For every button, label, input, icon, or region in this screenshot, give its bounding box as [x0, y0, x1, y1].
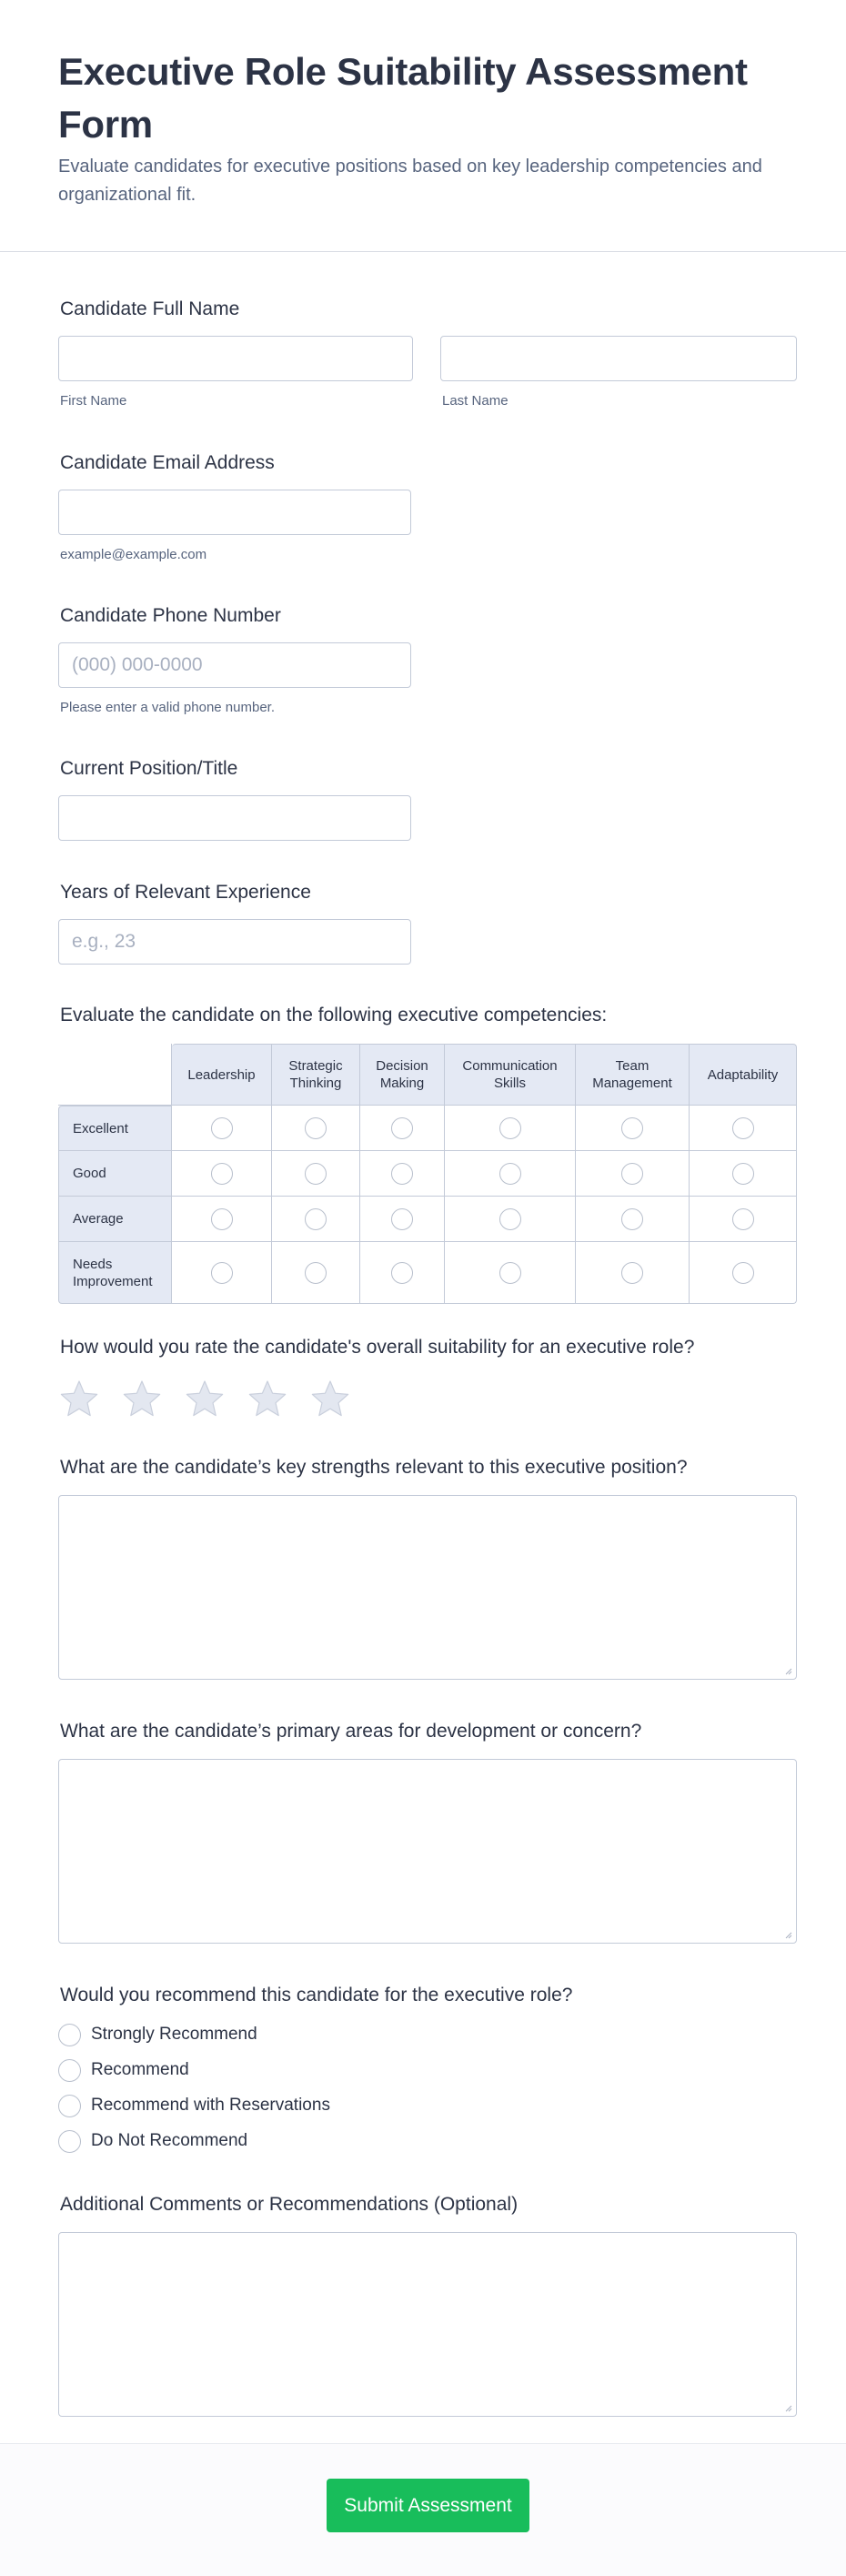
strengths-textarea[interactable]	[58, 1495, 797, 1680]
submit-button[interactable]: Submit Assessment	[327, 2479, 529, 2532]
recommend-option[interactable]	[58, 2022, 257, 2047]
matrix-cell	[690, 1106, 797, 1151]
matrix-radio[interactable]	[732, 1208, 754, 1230]
recommend-option-label: Recommend	[91, 2060, 189, 2079]
matrix-row	[58, 1242, 797, 1304]
matrix-column-label: Thinking	[289, 1076, 342, 1091]
matrix-row-label: Needs	[73, 1256, 113, 1272]
matrix-radio[interactable]	[391, 1262, 413, 1284]
star-icon[interactable]	[247, 1379, 288, 1420]
phone-sublabel: Please enter a valid phone number.	[60, 700, 275, 715]
matrix-cell	[272, 1151, 360, 1197]
star-icon[interactable]	[121, 1379, 163, 1420]
matrix-radio[interactable]	[305, 1163, 327, 1185]
matrix-row-header	[58, 1151, 172, 1197]
matrix-row-header	[58, 1197, 172, 1242]
email-label: Candidate Email Address	[60, 452, 275, 473]
matrix-column-label: Leadership	[187, 1066, 256, 1083]
matrix-radio[interactable]	[499, 1117, 521, 1139]
development-label: What are the candidate’s primary areas for development or concern?	[60, 1721, 642, 1742]
matrix-radio[interactable]	[621, 1163, 643, 1185]
email-field[interactable]	[58, 490, 411, 535]
resize-grip-icon[interactable]	[783, 1666, 792, 1675]
matrix-cell	[690, 1197, 797, 1242]
star-icon[interactable]	[58, 1379, 100, 1420]
recommend-label: Would you recommend this candidate for the executive role?	[60, 1985, 573, 2005]
recommend-option[interactable]	[58, 2057, 189, 2083]
matrix-row-label: Excellent	[73, 1120, 128, 1136]
matrix-column-header	[690, 1044, 797, 1106]
matrix-column-label: Adaptability	[707, 1066, 779, 1083]
position-label: Current Position/Title	[60, 758, 238, 779]
recommend-option-label: Do Not Recommend	[91, 2131, 248, 2150]
recommend-option-label: Strongly Recommend	[91, 2025, 257, 2044]
matrix-cell	[445, 1242, 576, 1304]
matrix-radio[interactable]	[211, 1117, 233, 1139]
matrix-radio[interactable]	[621, 1117, 643, 1139]
matrix-cell	[272, 1242, 360, 1304]
matrix-cell	[576, 1151, 690, 1197]
matrix-row-label: Improvement	[73, 1273, 153, 1289]
form-title: Executive Role Suitability Assessment Form	[58, 50, 748, 146]
matrix-radio[interactable]	[732, 1163, 754, 1185]
matrix-row	[58, 1151, 797, 1197]
matrix-column-header	[272, 1044, 360, 1106]
matrix-cell	[172, 1242, 272, 1304]
matrix-radio[interactable]	[391, 1117, 413, 1139]
recommend-radio[interactable]	[58, 2095, 81, 2117]
matrix-column-header	[360, 1044, 445, 1106]
matrix-row	[58, 1106, 797, 1151]
matrix-radio[interactable]	[211, 1208, 233, 1230]
phone-label: Candidate Phone Number	[60, 605, 281, 626]
recommend-radio[interactable]	[58, 2024, 81, 2046]
matrix-radio[interactable]	[211, 1262, 233, 1284]
comments-label: Additional Comments or Recommendations (Optional)	[60, 2194, 519, 2215]
matrix-cell	[172, 1151, 272, 1197]
phone-field[interactable]	[58, 642, 411, 688]
matrix-radio[interactable]	[305, 1208, 327, 1230]
matrix-radio[interactable]	[499, 1208, 521, 1230]
matrix-row	[58, 1197, 797, 1242]
matrix-radio[interactable]	[621, 1208, 643, 1230]
matrix-cell	[272, 1106, 360, 1151]
matrix-header-row	[58, 1044, 797, 1106]
matrix-column-label: Skills	[493, 1076, 526, 1091]
form-footer	[0, 2443, 846, 2576]
strengths-label: What are the candidate’s key strengths relevant to this executive position?	[60, 1457, 688, 1478]
form-description: Evaluate candidates for executive positions based on key leadership competencies and organizational fit.	[58, 157, 762, 205]
matrix-column-label: Strategic	[288, 1058, 343, 1074]
recommend-option[interactable]	[58, 2093, 330, 2118]
full-name-label: Candidate Full Name	[60, 298, 240, 319]
last-name-sublabel: Last Name	[442, 393, 509, 409]
matrix-corner	[58, 1044, 172, 1106]
matrix-radio[interactable]	[305, 1262, 327, 1284]
matrix-cell	[360, 1106, 445, 1151]
matrix-column-label: Management	[592, 1076, 672, 1091]
matrix-radio[interactable]	[732, 1117, 754, 1139]
matrix-cell	[445, 1197, 576, 1242]
position-input[interactable]	[59, 796, 410, 840]
matrix-cell	[576, 1197, 690, 1242]
experience-input[interactable]	[59, 920, 410, 964]
first-name-field[interactable]	[58, 336, 413, 381]
matrix-radio[interactable]	[305, 1117, 327, 1139]
matrix-cell	[172, 1197, 272, 1242]
position-field[interactable]	[58, 795, 411, 841]
experience-field[interactable]	[58, 919, 411, 965]
email-sublabel: example@example.com	[60, 547, 207, 562]
matrix-row-header	[58, 1106, 172, 1151]
matrix-row-header	[58, 1242, 172, 1304]
star-icon[interactable]	[184, 1379, 226, 1420]
first-name-input[interactable]	[59, 337, 412, 380]
recommend-radio[interactable]	[58, 2059, 81, 2082]
matrix-label: Evaluate the candidate on the following executive competencies:	[60, 1005, 608, 1025]
matrix-radio[interactable]	[732, 1262, 754, 1284]
matrix-cell	[690, 1242, 797, 1304]
matrix-radio[interactable]	[499, 1163, 521, 1185]
matrix-column-label: Making	[379, 1076, 425, 1091]
matrix-column-label: Team	[615, 1058, 650, 1074]
matrix-cell	[360, 1242, 445, 1304]
phone-input[interactable]	[59, 643, 410, 687]
rating-label: How would you rate the candidate's overall suitability for an executive role?	[60, 1337, 695, 1358]
first-name-sublabel: First Name	[60, 393, 127, 409]
resize-grip-icon[interactable]	[783, 1930, 792, 1939]
matrix-radio[interactable]	[499, 1262, 521, 1284]
matrix-cell	[690, 1151, 797, 1197]
matrix-row-label: Average	[73, 1211, 124, 1227]
matrix-cell	[576, 1242, 690, 1304]
matrix-column-label: Communication	[462, 1058, 558, 1074]
matrix-cell	[272, 1197, 360, 1242]
last-name-input[interactable]	[441, 337, 796, 380]
recommend-option-label: Recommend with Reservations	[91, 2096, 330, 2115]
matrix-cell	[360, 1197, 445, 1242]
last-name-field[interactable]	[440, 336, 797, 381]
resize-grip-icon[interactable]	[783, 2403, 792, 2412]
recommend-option[interactable]	[58, 2128, 247, 2154]
competency-matrix	[58, 1044, 797, 1304]
star-rating	[58, 1379, 351, 1420]
matrix-radio[interactable]	[391, 1208, 413, 1230]
matrix-cell	[445, 1151, 576, 1197]
email-input[interactable]	[59, 490, 410, 534]
matrix-column-header	[576, 1044, 690, 1106]
matrix-radio[interactable]	[391, 1163, 413, 1185]
matrix-radio[interactable]	[211, 1163, 233, 1185]
matrix-column-header	[445, 1044, 576, 1106]
matrix-column-header	[172, 1044, 272, 1106]
star-icon[interactable]	[309, 1379, 351, 1420]
recommend-radio[interactable]	[58, 2130, 81, 2153]
matrix-radio[interactable]	[621, 1262, 643, 1284]
matrix-cell	[576, 1106, 690, 1151]
experience-label: Years of Relevant Experience	[60, 882, 311, 903]
matrix-cell	[360, 1151, 445, 1197]
matrix-column-label: Decision	[376, 1058, 428, 1074]
matrix-cell	[445, 1106, 576, 1151]
matrix-cell	[172, 1106, 272, 1151]
comments-textarea[interactable]	[58, 2232, 797, 2417]
development-textarea[interactable]	[58, 1759, 797, 1944]
matrix-row-label: Good	[73, 1166, 106, 1181]
form-header	[0, 0, 846, 252]
